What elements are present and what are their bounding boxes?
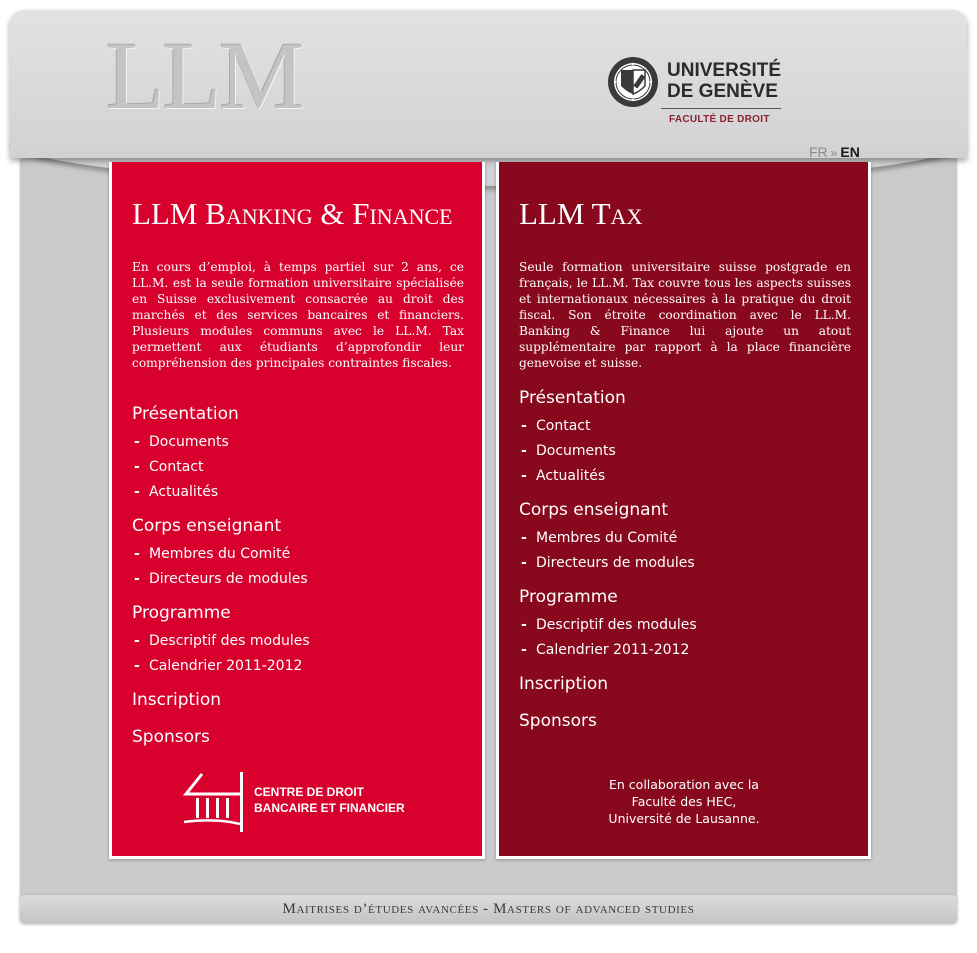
university-divider bbox=[661, 108, 781, 109]
cdbf-line1: CENTRE DE DROIT bbox=[254, 785, 365, 799]
nav-item-label: Membres du Comité bbox=[149, 546, 291, 562]
nav-heading-sponsors[interactable]: Sponsors bbox=[519, 711, 597, 731]
collaboration-line: En collaboration avec la bbox=[609, 777, 759, 792]
nav-item-label: Calendrier 2011-2012 bbox=[536, 642, 690, 658]
dash-icon: - bbox=[134, 459, 140, 475]
nav-item-directeurs[interactable] bbox=[519, 551, 859, 576]
lang-fr-link[interactable]: FR bbox=[809, 144, 828, 160]
cdbf-logo[interactable] bbox=[182, 768, 412, 838]
university-name-line2: DE GENÈVE bbox=[667, 81, 778, 102]
nav-section-inscription bbox=[132, 690, 472, 710]
dash-icon: - bbox=[521, 617, 527, 633]
nav-section-corps bbox=[132, 516, 472, 592]
footer-banner: Maitrises d’études avancées - Masters of advanced studies bbox=[20, 895, 957, 923]
nav-item-contact[interactable] bbox=[132, 455, 472, 480]
nav-section-presentation bbox=[519, 388, 859, 489]
nav-item-descriptif[interactable] bbox=[519, 613, 859, 638]
nav-item-label: Contact bbox=[536, 418, 591, 434]
nav-item-contact[interactable] bbox=[519, 414, 859, 439]
dash-icon: - bbox=[521, 468, 527, 484]
nav-heading-inscription[interactable]: Inscription bbox=[132, 690, 222, 710]
panel-description: Seule formation universitaire suisse postgrade en français, le LL.M. Tax couvre tous les aspects suisses et internationaux nécessaires à la pratique du droit fiscal. Son étroite coordination avec le LL.M. Banking & Finance lui ajoute un atout supplémentaire par rapport à la place financière genevoise et suisse. bbox=[519, 260, 851, 370]
nav-item-documents[interactable] bbox=[132, 430, 472, 455]
dash-icon: - bbox=[134, 633, 140, 649]
panel-banking-finance bbox=[109, 162, 485, 859]
site-logo[interactable]: LLM bbox=[106, 22, 303, 129]
nav-item-label: Descriptif des modules bbox=[536, 617, 697, 633]
nav-section-sponsors bbox=[132, 727, 472, 747]
nav-item-descriptif[interactable] bbox=[132, 629, 472, 654]
university-logo[interactable] bbox=[607, 56, 787, 128]
nav-item-label: Membres du Comité bbox=[536, 530, 678, 546]
university-seal-icon bbox=[607, 56, 659, 108]
nav-heading-programme[interactable]: Programme bbox=[519, 587, 618, 607]
nav-item-label: Calendrier 2011-2012 bbox=[149, 658, 303, 674]
panel-description: En cours d’emploi, à temps partiel sur 2 ans, ce LL.M. est la seule formation universitaire spécialisée en Suisse exclusivement consacrée au droit des marchés et des services bancaires et financiers. Plusieurs modules communs avec le LL.M. Tax permettent aux étudiants d’approfondir leur compréhension des principales contraintes fiscales. bbox=[132, 260, 464, 370]
nav-item-label: Directeurs de modules bbox=[536, 555, 695, 571]
nav-heading-corps-enseignant[interactable]: Corps enseignant bbox=[132, 516, 282, 536]
panel-tax bbox=[496, 162, 871, 859]
panel-title[interactable]: LLM Tax bbox=[519, 196, 643, 231]
dash-icon: - bbox=[521, 530, 527, 546]
dash-icon: - bbox=[134, 484, 140, 500]
nav-section-corps bbox=[519, 500, 859, 576]
dash-icon: - bbox=[521, 642, 527, 658]
dash-icon: - bbox=[521, 418, 527, 434]
dash-icon: - bbox=[134, 658, 140, 674]
cdbf-line2: BANCAIRE ET FINANCIER bbox=[254, 801, 405, 815]
panel-title[interactable]: LLM Banking & Finance bbox=[132, 196, 453, 231]
nav-section-sponsors bbox=[519, 711, 859, 731]
collaboration-note bbox=[539, 776, 829, 827]
dash-icon: - bbox=[521, 555, 527, 571]
dash-icon: - bbox=[134, 546, 140, 562]
nav-item-label: Actualités bbox=[149, 484, 219, 500]
lang-en-link[interactable]: EN bbox=[840, 144, 860, 160]
nav-section-presentation bbox=[132, 404, 472, 505]
collaboration-line: Faculté des HEC, bbox=[631, 794, 737, 809]
university-name bbox=[667, 60, 781, 102]
nav-item-directeurs[interactable] bbox=[132, 567, 472, 592]
nav-section-inscription bbox=[519, 674, 859, 694]
nav-heading-presentation[interactable]: Présentation bbox=[132, 404, 239, 424]
dash-icon: - bbox=[134, 571, 140, 587]
nav-item-label: Documents bbox=[536, 443, 616, 459]
nav-item-calendrier[interactable] bbox=[519, 638, 859, 663]
nav-heading-inscription[interactable]: Inscription bbox=[519, 674, 609, 694]
language-switcher bbox=[809, 144, 860, 160]
dash-icon: - bbox=[521, 443, 527, 459]
nav-section-programme bbox=[132, 603, 472, 679]
nav-heading-presentation[interactable]: Présentation bbox=[519, 388, 626, 408]
temple-icon bbox=[182, 768, 248, 834]
nav-item-label: Actualités bbox=[536, 468, 606, 484]
nav-item-calendrier[interactable] bbox=[132, 654, 472, 679]
nav-item-actualites[interactable] bbox=[519, 464, 859, 489]
nav-item-membres[interactable] bbox=[519, 526, 859, 551]
nav-item-label: Documents bbox=[149, 434, 229, 450]
collaboration-line: Université de Lausanne. bbox=[608, 811, 760, 826]
university-name-line1: UNIVERSITÉ bbox=[667, 60, 782, 81]
nav-heading-corps-enseignant[interactable]: Corps enseignant bbox=[519, 500, 669, 520]
faculty-name: FACULTÉ DE DROIT bbox=[669, 114, 770, 125]
nav-item-actualites[interactable] bbox=[132, 480, 472, 505]
nav-heading-programme[interactable]: Programme bbox=[132, 603, 231, 623]
lang-separator-icon: » bbox=[830, 146, 838, 160]
nav-item-membres[interactable] bbox=[132, 542, 472, 567]
nav-section-programme bbox=[519, 587, 859, 663]
dash-icon: - bbox=[134, 434, 140, 450]
nav-item-label: Directeurs de modules bbox=[149, 571, 308, 587]
nav-heading-sponsors[interactable]: Sponsors bbox=[132, 727, 210, 747]
nav-item-label: Descriptif des modules bbox=[149, 633, 310, 649]
nav-item-label: Contact bbox=[149, 459, 204, 475]
nav-item-documents[interactable] bbox=[519, 439, 859, 464]
cdbf-name bbox=[254, 784, 405, 816]
